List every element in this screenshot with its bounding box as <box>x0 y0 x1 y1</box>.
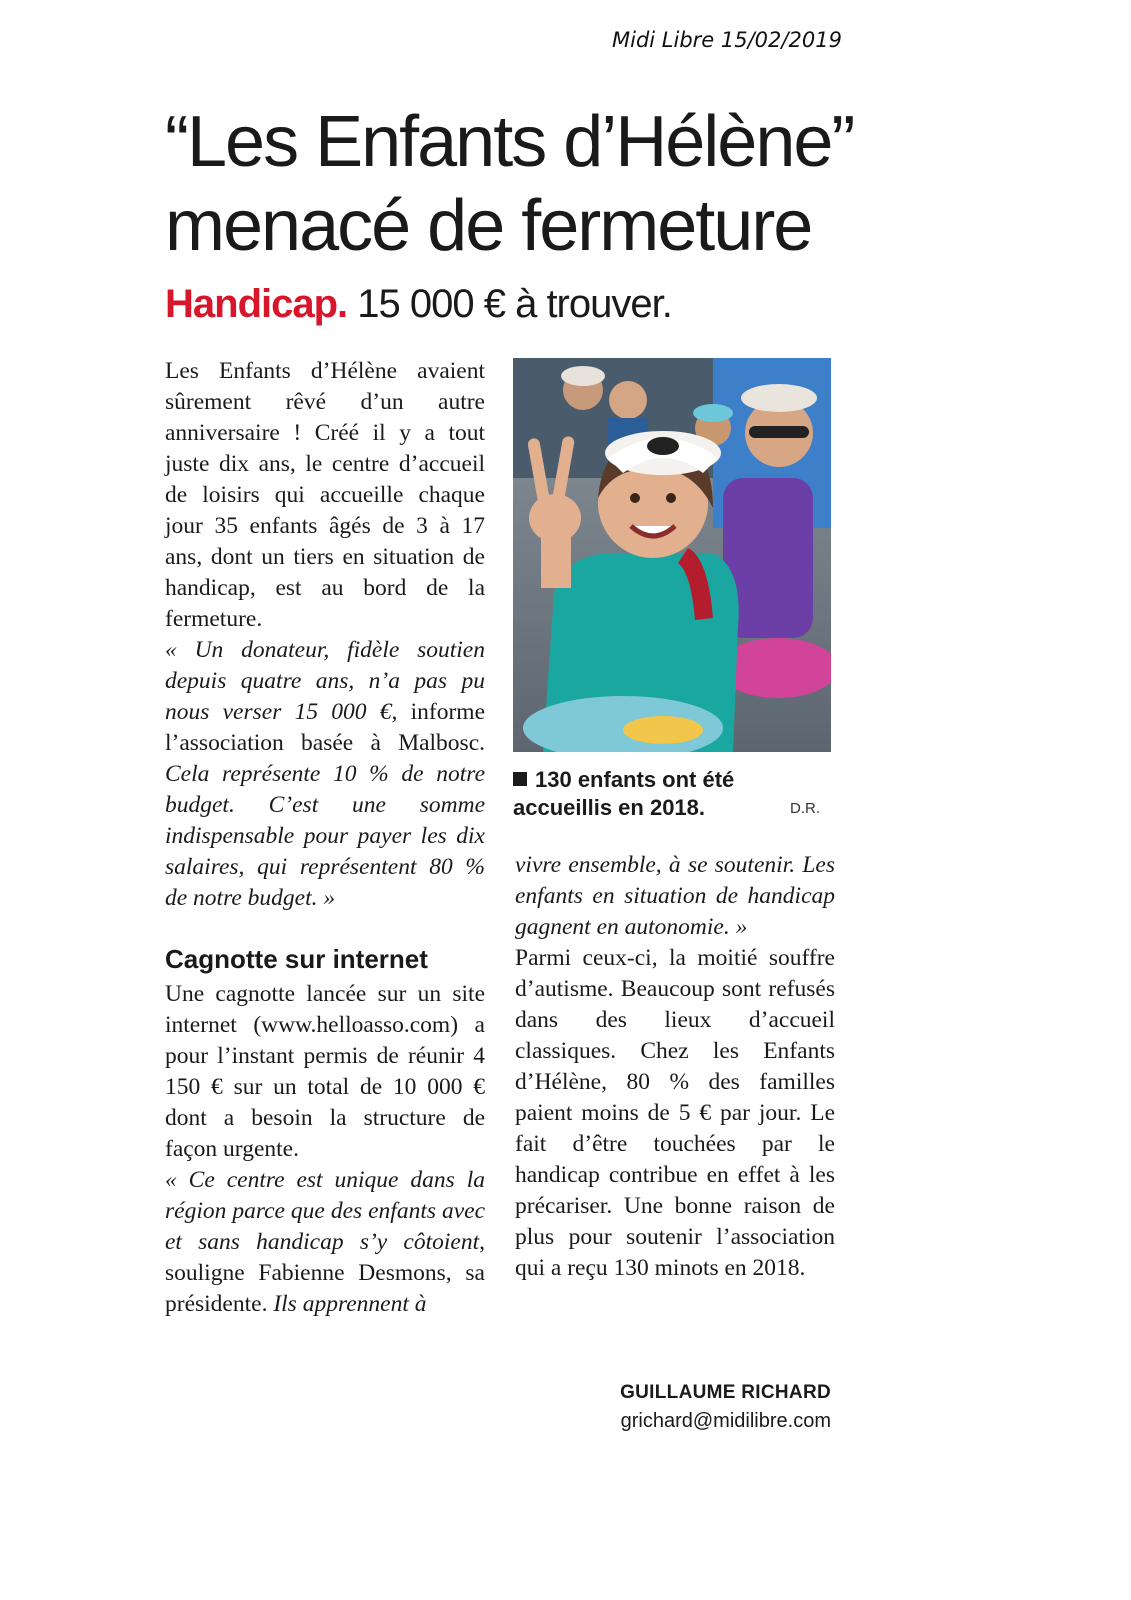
quote-learn-end: vivre ensemble, à se soutenir. Les enfants en situation de handicap gagnent en autonomie. » <box>515 852 835 940</box>
quote-budget: Cela représente 10 % de notre budget. C’est une somme indispensable pour payer les dix salaires, qui représentent 80 % de notre budget. » <box>165 761 485 911</box>
author-email: grichard@midilibre.com <box>620 1410 831 1432</box>
headline <box>165 100 865 268</box>
paragraph-donor-text: informe l’association basée à Malbosc. <box>165 699 486 756</box>
photo-caption-text: 130 enfants ont été accueillis en 2018. <box>513 767 735 820</box>
author-name: GUILLAUME RICHARD <box>620 1382 831 1403</box>
paragraph-president-text: , souligne Fabienne Desmons, sa présidente. <box>165 1229 485 1317</box>
article-photo <box>513 358 831 752</box>
deck-text: 15 000 € à trouver. <box>347 282 672 326</box>
quote-centre: « Ce centre est unique dans la région parce que des enfants avec et sans handicap s’y côtoient <box>165 1167 485 1255</box>
paragraph-donor <box>165 635 485 914</box>
paragraph-president <box>165 1165 485 1320</box>
quote-donor: « Un donateur, fidèle soutien depuis quatre ans, n’a pas pu nous verser 15 000 €, <box>165 637 485 725</box>
byline <box>515 1380 831 1436</box>
deck <box>165 280 865 328</box>
deck-kicker: Handicap. <box>165 282 348 326</box>
headline-line-2: menacé de fermeture <box>165 186 812 266</box>
caption-square-bullet <box>513 772 527 786</box>
paragraph-intro: Les Enfants d’Hélène avaient sûrement rêvé d’un autre anniversaire ! Créé il y a tout juste dix ans, le centre d’accueil de loisirs qui accueille chaque jour 35 enfants âgés de 3 à 17 ans, dont un tiers en situation de handicap, est au bord de la fermeture. <box>165 358 485 632</box>
subhead-cagnotte: Cagnotte sur internet <box>165 944 428 974</box>
article-column-right <box>515 850 835 1284</box>
paragraph-cagnotte: Une cagnotte lancée sur un site internet (www.helloasso.com) a pour l’instant permis de réunir 4 150 € sur un total de 10 000 € dont a besoin la structure de façon urgente. <box>165 981 485 1162</box>
paragraph-quote-continued <box>515 850 835 943</box>
photo-credit: D.R. <box>790 800 820 817</box>
article-column-left <box>165 356 485 1320</box>
children-photo-illustration <box>513 358 831 752</box>
photo-caption <box>513 766 831 822</box>
quote-learn-start: Ils apprennent à <box>273 1291 427 1317</box>
source-date: Midi Libre 15/02/2019 <box>612 28 842 52</box>
headline-line-1: “Les Enfants d’Hélène” <box>165 102 854 182</box>
paragraph-autism: Parmi ceux-ci, la moitié souffre d’autisme. Beaucoup sont refusés dans des lieux d’accueil classiques. Chez les Enfants d’Hélène, 80 % des familles paient moins de 5 € par jour. Le fait d’être touchées par le handicap contribue en effet à les précariser. Une bonne raison de plus pour soutenir l’association qui a reçu 130 minots en 2018. <box>515 945 835 1281</box>
